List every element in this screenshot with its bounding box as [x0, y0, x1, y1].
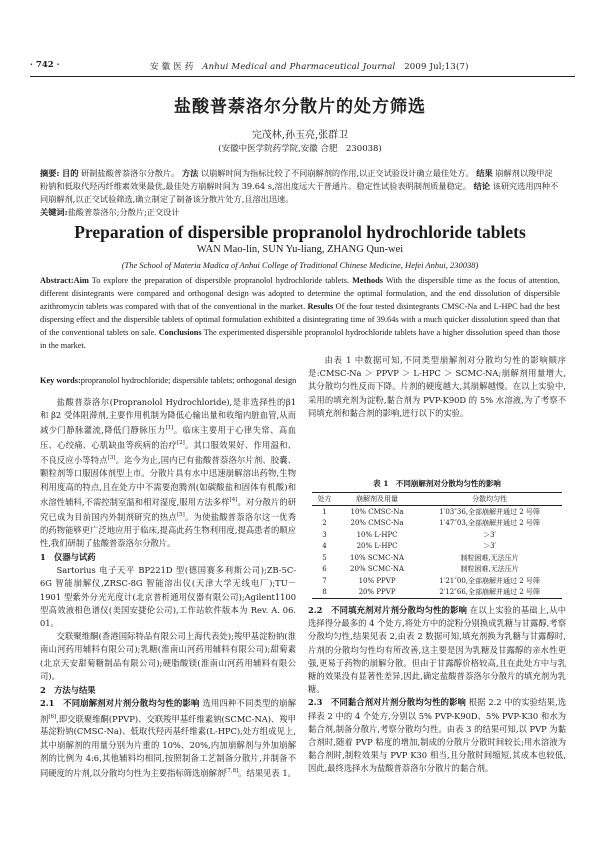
title-en: Preparation of dispersible propranolol hydrochloride tablets [74, 222, 526, 242]
table-1-title: 表 1 不同崩解剂对分散均匀性的影响 [373, 479, 501, 488]
table-row: 7 10% PPVP 1′21″00,全部崩解并通过 2 号筛 [322, 576, 540, 585]
body-right-column-bottom [308, 604, 566, 776]
authors-cn: 完茂林,孙玉亮,张群卫 [251, 130, 349, 141]
objective-text: 研制盐酸普萘洛尔分散片。 [81, 168, 180, 178]
conclusions-text-en: The experimented dispersible propranolol hydrochloride tablets have a higher dissolution speed than those in the market. [40, 328, 560, 351]
reagents-paragraph: 交联聚维酮(香港国际特品有限公司上海代表处);羧甲基淀粉钠(淮南山河药用辅料有限公司);乳糖(淮南山河药用辅料有限公司);甜菊素(北京天安甜菊糖制品有限公司);硬脂酸镁(淮南山河药用辅料有限公司)。 [40, 631, 296, 681]
aim-text: To explore the preparation of dispersible propranolol hydrochloride tablets. [91, 276, 350, 285]
body-right-column-top [308, 354, 566, 420]
intro-paragraph: 盐酸普萘洛尔(Propranolol Hydrochloride),是非选择性的β1 和 β2 受体阻滞剂,主要作用机制为降低心输出量和收缩内脏血管,从而减少门静脉灌流,降低门静脉压力[1]。临床主要用于心律失常、高血压、心绞痛、心肌缺血等疾病的治疗[2]。其口服效果好、作用温和、不良反应小等特点[3]。迄今为止,国内已有盐酸普萘洛尔片剂、胶囊、颗粒剂等口服固体剂型上市。分散片具有水中迅速崩解溶出药物,生物利用度高的特点,且在处方中不需要泡腾剂(如碳酸盐和固体有机酸)和水溶性辅料,不需控制室温和相对湿度,服用方法多样[4]。对分散片的研究已成为目前国内外制剂研究的热点[5]。为使盐酸普萘洛尔这一优秀的药物能够更广泛地应用于临床,提高此药生物利用度,提高患者的顺应性,我们研制了盐酸普萘洛尔分散片。 [40, 397, 296, 548]
table-row: 1 10% CMSC-Na 1′03″36,全部崩解并通过 2 号筛 [322, 507, 540, 516]
table-1 [312, 492, 562, 599]
subsection-2-3-paragraph: 2.3 不同黏合剂对片剂分散均匀性的影响 根据 2.2 中的实验结果,选择表 2 中的 4 个处方,分别以 5% PVP-K90D、5% PVP-K30 和水为黏合剂,制备分散片,考察分散均匀性。由表 3 的结果可知,以 PVP 为黏合剂时,随着 PVP 粘度的增加,制成的分散片分散时间较长;用水溶液为黏合剂时,制粒效果与 PVP K30 相当,且分散时间缩短,其成本也较低,因此,最终选择水为盐酸普萘洛尔分散片的黏合剂。 [308, 697, 567, 774]
instruments-paragraph: Sartorius 电子天平 BP221D 型(德国赛多利斯公司);ZB-5C-6G 智能崩解仪,ZRSC-8G 智能溶出仪(天津大学无线电厂);TU－1901 型紫外分光光度计(北京普析通用仪器有限公司);Agilent1100 型高效液相色谱仪(美国安捷伦公司),工作站软件版本为 Rev. A. 06. 01。 [40, 565, 296, 629]
subsection-heading-2-3: 2.3 不同黏合剂对片剂分散均匀性的影响 [308, 697, 466, 708]
aim-label: Aim [73, 276, 89, 285]
objective-label: 目的 [62, 168, 79, 178]
citation: [2] [176, 440, 185, 447]
subsection-2-1-paragraph: 2.1 不同崩解剂对片剂分散均匀性的影响 选用四种不同类型的崩解剂[6],即交联聚维酮(PPVP)、交联羧甲基纤维素钠(SCMC-NA)、羧甲基淀粉钠(CMSC-Na)、低取代羟丙基纤维素(L-HPC),处方组成见上,其中崩解剂的用量分别为片重的 10%、20%,内加崩解剂与外加崩解剂的比例为 4:6,其他辅料均相同,按照制备工艺制备分散片,并制备不同硬度的片剂,以分散均匀性为主要指标筛选崩解剂[7,8]。结果见表 1。 [40, 698, 296, 778]
results-label-en: Results [307, 302, 334, 312]
table-header-cell: 崩解剂及用量 [337, 493, 417, 506]
body-left-column [40, 396, 296, 780]
subsection-heading-2-1: 2.1 不同崩解剂对片剂分散均匀性的影响 [40, 698, 200, 709]
conclusion-label-cn: 结论 [473, 181, 491, 191]
authors-en: WAN Mao-lin, SUN Yu-liang, ZHANG Qun-wei [196, 244, 404, 255]
section-heading-1: 1 仪器与试药 [40, 552, 96, 563]
citation: [7,8] [225, 768, 239, 775]
keywords-label-en: Key words: [40, 376, 81, 385]
citation: [3] [107, 455, 116, 462]
table-row: 6 20% SCMC-NA 制粒困难,无法压片 [322, 565, 519, 573]
journal-issue: 2009 Jul;13(7) [404, 62, 469, 72]
keywords-label-cn: 关键词: [40, 207, 68, 217]
results-text-en: Of the four tested disintegrants CMSC-Na and L-HPC had the best dispersing effect and the dispersible tablets of optimal formulation exhibited a disintegrating time of 39.64s with a much quicker dissolution speed than that of the conventional tablets on sale. [40, 302, 561, 338]
section-heading-2: 2 方法与结果 [40, 685, 96, 696]
citation: [1] [165, 425, 174, 432]
methods-text-en: With the dispersible time as the focus of attention, different disintegrants were compared and orthogonal design was adopted to determine the optimal formulation, and the end dissolution of dispersible azithromycin tablets was compared with that of the conventional in the market. [40, 276, 560, 312]
header-rule [30, 76, 575, 77]
title-cn: 盐酸普萘洛尔分散片的处方筛选 [174, 97, 426, 117]
methods-text-cn: 以崩解时间为指标比较了不同崩解剂的作用,以正交试验设计确立最佳处方。 [200, 168, 474, 178]
conclusion-text-cn: 该研究选用四种不同崩解剂,以正交试验筛选,确立制定了制备该分散片处方,且溶出迅速。 [40, 181, 559, 204]
results-label-cn: 结果 [476, 168, 493, 178]
methods-label-cn: 方法 [181, 168, 199, 178]
results-text-cn: 崩解剂以羧甲淀粉钠和低取代羟丙纤维素效果最优,最佳处方崩解时间为 39.64 s,溶出度远大于普通片。稳定性试验表明制剂质量稳定。 [40, 168, 553, 191]
running-header [30, 60, 575, 74]
affiliation-en: (The School of Materia Madica of Anhui College of Traditional Chinese Medicine, Hefei Anhui, 230038) [121, 260, 479, 270]
citation: [4] [229, 496, 238, 503]
page-number: · 742 · [30, 60, 60, 70]
table-row: 5 10% SCMC-NA 制粒困难,无法压片 [322, 553, 519, 562]
citation: [6] [48, 713, 57, 720]
journal-line [150, 60, 469, 72]
table-header-row [312, 493, 562, 506]
affiliation-cn: (安徽中医学院药学院,安徽 合肥 230038) [218, 144, 382, 154]
conclusions-label-en: Conclusions [158, 328, 202, 338]
abstract-cn-label: 摘要: [40, 168, 60, 178]
subsection-2-2-paragraph: 2.2 不同填充剂对片剂分散均匀性的影响 在以上实验的基础上,从中选择得分最多的 4 个处方,将处方中的淀粉分别换成乳糖与甘露醇,考察分散均匀性,结果见表 2,由表 2 数据可知,填充剂换为乳糖与甘露醇时,片剂的分散均匀性均有所改善,这主要是因为乳糖及甘露醇的亲水性更强,更易于药物的崩解分散。但由于甘露醇价格较高,且在此处方中与乳糖的效果没有显著性差异,因此,确定盐酸普萘洛尔分散片的填充剂为乳糖。 [308, 605, 567, 695]
table-row: 4 20% L-HPC ＞3′ [322, 542, 497, 550]
table1-discussion: 由表 1 中数据可知,不同类型崩解剂对分散均匀性的影响顺序是:CMSC-Na ＞ PPVP ＞ L-HPC ＞ SCMC-NA;崩解剂用量增大,其分散均匀性反而下降。片剂的硬度越大,其崩解越慢。在以上实验中,采用的填充剂为淀粉,黏合剂为 PVP-K90D 的 5% 水溶液,为了考察不同填充剂和黏合剂的影响,进行以下的实验。 [308, 355, 566, 418]
table-row: 8 20% PPVP 2′12″66,全部崩解并通过 2 号筛 [312, 587, 562, 599]
table-row: 3 10% L-HPC ＞3′ [322, 530, 497, 539]
table-header-cell: 分散均匀性 [417, 493, 562, 506]
methods-label-en: Methods [352, 276, 383, 285]
table-header-cell: 处方 [312, 493, 337, 506]
abstract-en [40, 274, 560, 353]
abstract-en-label: Abstract: [40, 276, 74, 285]
subsection-heading-2-2: 2.2 不同填充剂对片剂分散均匀性的影响 [308, 605, 468, 615]
abstract-cn [40, 167, 560, 219]
journal-name-cn: 安 徽 医 药 [150, 62, 194, 72]
table-row: 2 20% CMSC-Na 1′47″03,全部崩解并通过 2 号筛 [322, 519, 540, 527]
keywords-en: propranolol hydrochloride; dispersible tablets; orthogonal design [80, 376, 297, 385]
keywords-cn: 盐酸普萘洛尔;分散片;正交设计 [67, 207, 180, 217]
citation: [5] [176, 511, 185, 518]
journal-name-en: Anhui Medical and Pharmaceutical Journal [202, 62, 396, 72]
